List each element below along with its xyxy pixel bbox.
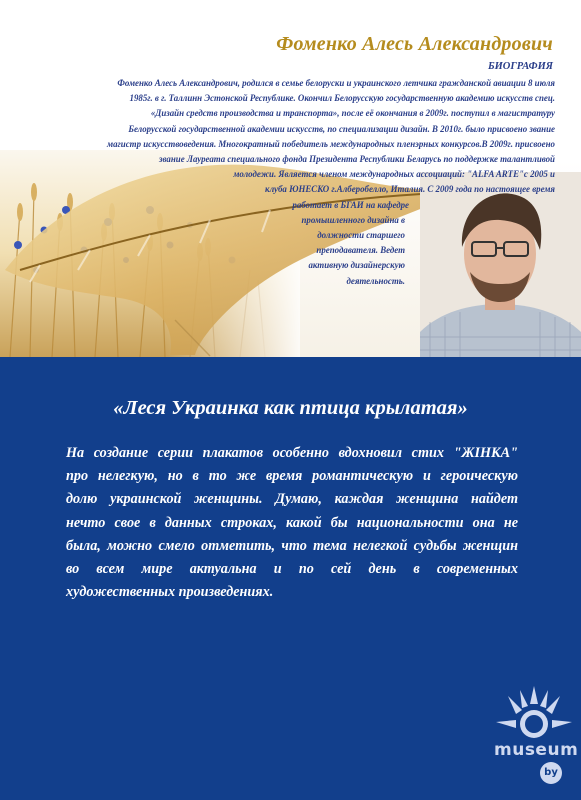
logo-suffix: by bbox=[540, 762, 562, 784]
statement-line: нечто свое в данных строках, какой бы национальности она не bbox=[66, 514, 518, 531]
author-name: Фоменко Алесь Александрович bbox=[276, 33, 553, 55]
statement-line: во всем мире актуальна и по сей день в современных bbox=[66, 561, 518, 578]
biography-text bbox=[30, 76, 555, 289]
statement-line: была, можно смело отметить, что тема нелегкой судьбы женщин bbox=[66, 537, 518, 554]
statement-line: На создание серии плакатов особенно вдохновил стих "ЖIНКА" bbox=[66, 445, 518, 461]
bio-line: молодежи. Является членом международных ассоциаций: "ALFA ARTE"с 2005 и bbox=[233, 169, 555, 180]
bio-line: должности старшего bbox=[317, 230, 405, 241]
bio-line: деятельность. bbox=[346, 275, 405, 286]
statement-panel bbox=[0, 357, 581, 800]
bio-line: 1985г. в г. Таллинн Эстонской Республике. Окончил Белорусскую государственную академию искусств спец. bbox=[129, 93, 555, 104]
bio-line: работает в БГАИ на кафедре bbox=[292, 199, 409, 210]
museum-by-logo bbox=[494, 682, 579, 797]
poster-series-title: «Леся Украинка как птица крылатая» bbox=[113, 397, 468, 419]
bio-line: «Дизайн средств производства и транспорта», после её окончания в 2009г. поступил в магистратуру bbox=[150, 108, 555, 119]
bio-line: преподавателя. Ведет bbox=[316, 245, 405, 256]
bio-line: Фоменко Алесь Александрович, родился в семье белоруски и украинского летчика гражданской авиации 8 июля bbox=[117, 78, 555, 88]
bio-line: активную дизайнерскую bbox=[308, 260, 405, 271]
statement-line: про нелегкую, но в то же время романтическую и героическую bbox=[66, 468, 518, 485]
statement-line: долю украинской женщины. Думаю, каждая женщина найдет bbox=[66, 491, 518, 508]
bio-line: магистр искусствоведения. Многократный победитель международных пленэрных конкурсов.В 2009г. присвоено bbox=[107, 138, 555, 149]
bio-line: Белорусской государственной академии искусств, по специализации дизайн. В 2010г. было присвоено звание bbox=[128, 123, 555, 134]
statement-line: художественных произведениях. bbox=[66, 584, 274, 601]
biography-section bbox=[0, 0, 581, 357]
bio-line: клуба ЮНЕСКО г.Алберобелло, Италия. С 2009 года по настоящее время bbox=[264, 184, 555, 195]
bio-line: звание Лауреата специального фонда Президента Республики Беларусь по поддержке талантливой bbox=[159, 154, 555, 165]
biography-heading: БИОГРАФИЯ bbox=[487, 61, 553, 72]
bio-line: промышленного дизайна в bbox=[301, 214, 405, 225]
artist-statement bbox=[66, 442, 518, 604]
logo-text: museum bbox=[494, 740, 579, 760]
